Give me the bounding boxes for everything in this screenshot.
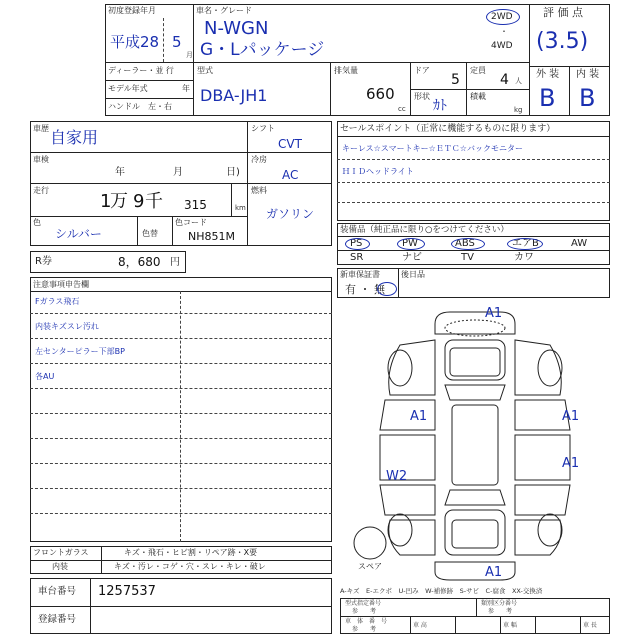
damage-mark-left-lower: W2 — [386, 469, 408, 484]
model-year-label: モデル年式 — [108, 84, 148, 93]
car-grade: G・Lパッケージ — [200, 40, 325, 60]
chassis-label: 車台番号 — [38, 586, 77, 597]
recycle-block — [30, 251, 186, 273]
damage-mark-right-upper: A1 — [562, 409, 580, 424]
frame-ref-sub: 参 考 — [352, 626, 377, 633]
warranty-label: 新車保証書 — [340, 270, 380, 279]
class-ref-label: 類別区分番号 — [481, 600, 518, 607]
handle-label: ハンドル 左・右 — [108, 102, 172, 111]
notes-block — [30, 277, 332, 542]
registration-label: 登録番号 — [38, 614, 77, 625]
equipment-label: 装備品（純正品に限り○をつけてください） — [340, 225, 509, 235]
km-unit: km — [235, 204, 246, 212]
capacity-unit: 人 — [515, 77, 522, 85]
interior-label: 内 装 — [576, 69, 600, 80]
reg-month: 5 — [172, 33, 182, 51]
class-ref-sub: 参 考 — [488, 608, 513, 615]
color-value: シルバー — [55, 227, 102, 241]
reg-era: 平成28 — [110, 33, 160, 51]
frame-ref-label: 車 体 番 号 — [345, 618, 388, 625]
length-label: 車 長 — [583, 622, 597, 629]
equip-airbag: エアB — [512, 238, 539, 249]
height-label: 車 高 — [413, 622, 427, 629]
equip-leather: カワ — [514, 252, 534, 263]
door-label: ドア — [414, 66, 430, 75]
capacity-label: 定員 — [470, 66, 486, 75]
spare-label: スペア — [358, 562, 382, 571]
mileage-man-unit: 万 — [110, 191, 128, 212]
usage-value: 自家用 — [50, 128, 99, 147]
cc-unit: cc — [398, 105, 406, 113]
drive-2wd: 2WD — [491, 12, 513, 22]
inspection-label: 車検 — [33, 155, 49, 164]
drive-dot: ・ — [500, 27, 508, 36]
chassis-number: 1257537 — [98, 584, 156, 599]
notes-label: 注意事項申告欄 — [33, 280, 89, 289]
damage-mark-top: A1 — [485, 306, 503, 321]
damage-mark-right-lower: A1 — [562, 456, 580, 471]
equip-sr: SR — [350, 252, 364, 263]
mileage-man: 1 — [100, 191, 112, 212]
header-block — [105, 4, 610, 116]
mileage-sen-unit: 千 — [145, 191, 163, 212]
ac-label: 冷房 — [251, 155, 267, 164]
note-item: 左センターピラー下部BP — [35, 347, 125, 356]
color-code-value: NH851M — [188, 230, 235, 243]
displacement-label: 排気量 — [334, 66, 358, 75]
inspection-month-unit: 月 — [173, 167, 183, 178]
score-value: (3.5) — [536, 29, 589, 54]
fuel-label: 燃料 — [251, 186, 267, 195]
inspection-day-unit: 日) — [226, 167, 240, 178]
recycle-amount: 8，680 — [118, 255, 161, 269]
recycle-unit: 円 — [170, 257, 180, 268]
type-label: 型式 — [197, 66, 213, 75]
model-ref-label: 型式指定番号 — [345, 600, 382, 607]
equip-aw: AW — [571, 238, 588, 249]
equip-abs: ABS — [455, 238, 475, 249]
shift-value: CVT — [278, 137, 302, 151]
dealer-label: ディーラー・並 行 — [108, 66, 174, 75]
fuel-value: ガソリン — [266, 207, 315, 221]
damage-legend: A-キズ E-エクボ U-凹み W-補修跡 S-サビ C-腐食 XX-交換済 — [340, 587, 543, 595]
interior-cond-text: キズ・汚レ・コゲ・穴・スレ・キレ・破レ — [114, 562, 266, 571]
sales-points-label: セールスポイント（正常に機能するものに限ります） — [340, 124, 556, 134]
model-year-unit: 年 — [182, 84, 190, 93]
shape-value: ｶﾄ — [433, 98, 447, 114]
color-label: 色 — [33, 218, 41, 227]
damage-mark-bottom: A1 — [485, 565, 503, 580]
width-label: 車 幅 — [503, 622, 517, 629]
equip-ps: PS — [350, 238, 363, 249]
kg-unit: kg — [514, 106, 523, 114]
load-label: 積載 — [470, 92, 486, 101]
front-glass-label: フロントガラス — [33, 548, 89, 557]
sales-point-line1: キーレス☆スマートキー☆ＥＴＣ☆バックモニター — [342, 144, 523, 153]
car-diagram — [340, 300, 610, 585]
car-name-label: 車名・グレード — [196, 6, 252, 15]
month-unit: 月 — [186, 51, 193, 59]
door-value: 5 — [451, 72, 460, 88]
usage-label: 車歴 — [33, 124, 49, 133]
shape-label: 形状 — [414, 92, 430, 101]
damage-mark-left-upper: A1 — [410, 409, 428, 424]
front-glass-text: キズ・飛石・ヒビ割・リペア跡・X要 — [124, 548, 258, 557]
capacity-value: 4 — [500, 72, 509, 88]
inspection-year-unit: 年 — [115, 167, 125, 178]
equip-tv: TV — [461, 252, 474, 263]
model-ref-sub: 参 考 — [352, 608, 377, 615]
after-item-label: 後日品 — [401, 270, 425, 279]
mileage-label: 走行 — [33, 186, 49, 195]
shift-label: シフト — [251, 124, 275, 133]
car-name: N-WGN — [204, 18, 269, 39]
color-change-label: 色替 — [142, 229, 158, 238]
mileage-sen: 9 — [133, 191, 145, 212]
recycle-label: R券 — [35, 256, 52, 267]
displacement-value: 660 — [366, 85, 395, 103]
score-label: 評 価 点 — [543, 6, 583, 19]
note-item: 内装キズスレ汚れ — [35, 322, 99, 331]
exterior-grade: B — [539, 84, 556, 112]
interior-grade: B — [579, 84, 596, 112]
note-item: 各AU — [35, 372, 55, 381]
ac-value: AC — [282, 168, 299, 182]
equip-pw: PW — [402, 238, 418, 249]
first-reg-label: 初度登録年月 — [108, 6, 156, 15]
warranty-value: 有 ・ 無 — [345, 283, 385, 296]
mileage-rest: 315 — [184, 198, 207, 212]
interior-cond-label: 内装 — [52, 562, 68, 571]
equip-navi: ナビ — [402, 252, 422, 263]
drive-4wd: 4WD — [491, 41, 513, 51]
sales-point-line2: ＨＩＤヘッドライト — [342, 167, 414, 176]
exterior-label: 外 装 — [536, 69, 560, 80]
color-code-label: 色コード — [175, 218, 207, 227]
note-item: Fガラス飛石 — [35, 297, 80, 306]
type-value: DBA-JH1 — [200, 86, 268, 105]
